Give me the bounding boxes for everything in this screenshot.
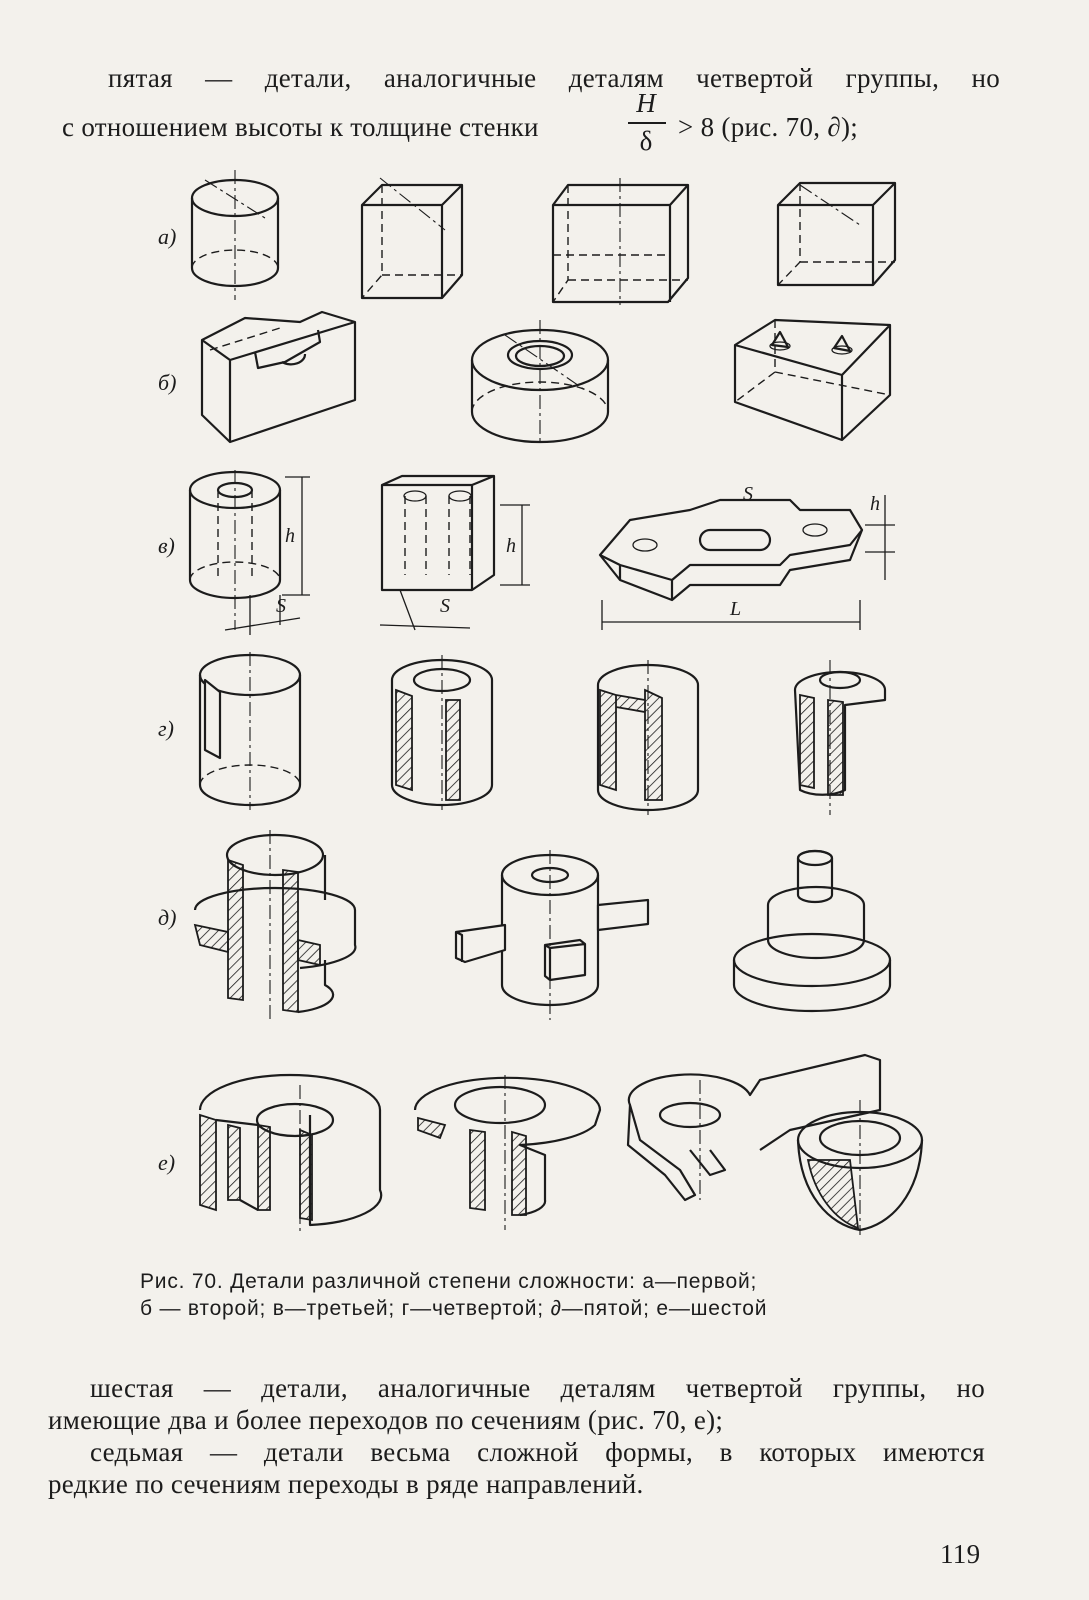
- part-g4-stepped-sleeve: [795, 660, 885, 815]
- dim-l-label: L: [730, 598, 742, 620]
- part-b3-block-with-holes: [735, 320, 890, 440]
- dim-s-label: S: [276, 595, 286, 617]
- part-g1-cutaway-cylinder: [200, 652, 300, 810]
- row-label-b: б): [158, 370, 177, 395]
- fraction-numerator: H: [636, 88, 656, 118]
- part-d2-cross-pin: [456, 850, 648, 1020]
- row-label-e: е): [158, 1150, 176, 1175]
- part-d3-stepped-disc: [734, 851, 890, 1011]
- row-label-d: д): [158, 905, 177, 930]
- row-label-v: в): [158, 533, 175, 558]
- part-e1-ring-section: [200, 1075, 381, 1235]
- dim-h-label: h: [285, 525, 295, 547]
- paragraph-line: с отношением высоты к толщине стенки: [62, 112, 539, 142]
- part-e2-stepped-section: [415, 1075, 600, 1230]
- paragraph-line: имеющие два и более переходов по сечениям (рис. 70, е);: [48, 1405, 724, 1435]
- paragraph-line: пятая — детали, аналогичные деталям четвертой группы, но: [108, 63, 1000, 93]
- figure-caption-line2: б — второй; в—третьей; г—четвертой; ∂—пятой; е—шестой: [140, 1297, 768, 1320]
- part-b1-grooved-block: [202, 312, 355, 442]
- dim-s-label: S: [440, 595, 450, 617]
- row-label-a: а): [158, 224, 177, 249]
- part-g3-cutaway-cup: [598, 660, 698, 815]
- dim-s-label: S: [743, 483, 753, 505]
- paragraph-line: > 8 (рис. 70, ∂);: [678, 112, 859, 142]
- dim-h-label: h: [506, 535, 516, 557]
- fraction-denominator: δ: [639, 126, 653, 156]
- part-b2-ring-block: [472, 320, 608, 445]
- part-v2-block-with-holes: [380, 476, 530, 630]
- paragraph-line: седьмая — детали весьма сложной формы, в которых имеются: [90, 1437, 985, 1467]
- part-a4-cube: [778, 183, 895, 285]
- row-label-g: г): [158, 716, 174, 741]
- part-d1-flanged-sleeve: [195, 830, 355, 1020]
- paragraph-line: шестая — детали, аналогичные деталям четвертой группы, но: [90, 1373, 985, 1403]
- part-v1-tube: [190, 470, 310, 635]
- dim-h-label: h: [870, 493, 880, 515]
- page-number: 119: [940, 1539, 981, 1569]
- part-a1-cylinder: [192, 170, 278, 300]
- part-e4-spherical-cup: [798, 1100, 922, 1235]
- part-g2-cutaway-sleeve: [392, 655, 492, 810]
- part-v3-plate: [600, 483, 895, 630]
- part-a2-cube: [362, 178, 462, 298]
- figure-caption-line1: Рис. 70. Детали различной степени сложности: а—первой;: [140, 1270, 758, 1293]
- part-a3-block: [553, 178, 688, 305]
- paragraph-line: редкие по сечениям переходы в ряде направлений.: [48, 1469, 644, 1499]
